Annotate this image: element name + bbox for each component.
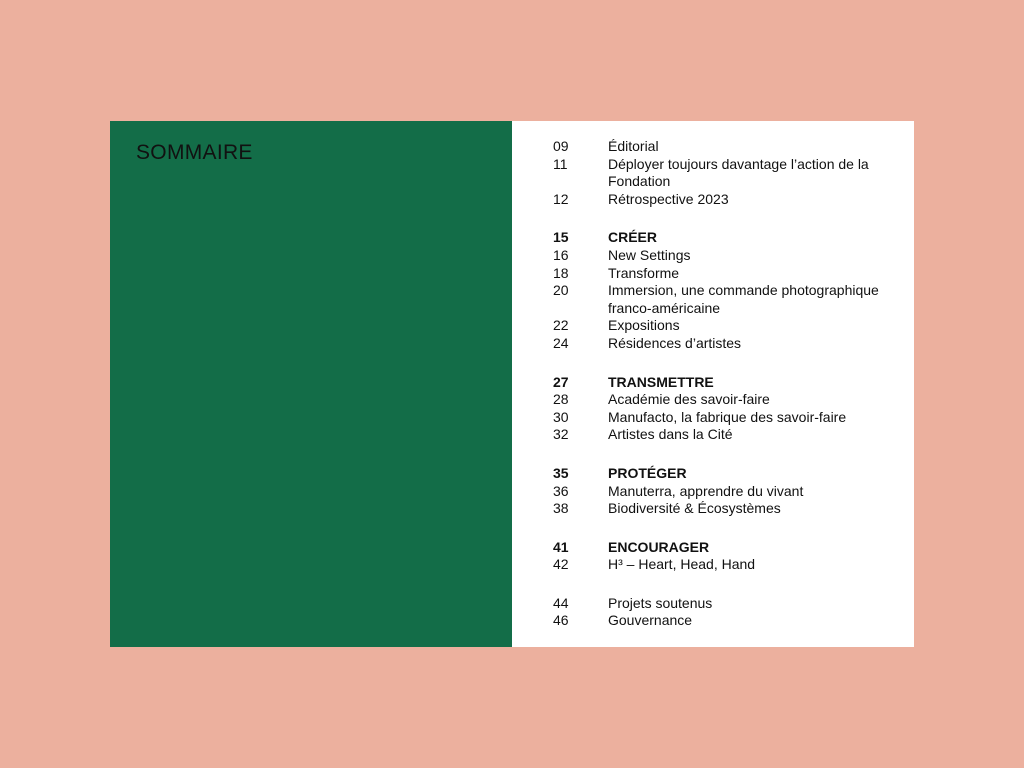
toc-page-number: 36	[553, 482, 569, 499]
toc-page-number: 44	[553, 594, 569, 611]
document-spread	[110, 121, 914, 647]
toc-page-number: 09	[553, 138, 569, 154]
toc-entry[interactable]	[553, 556, 893, 574]
toc-page-number: 41	[553, 538, 569, 555]
toc-page-number: 18	[553, 264, 569, 281]
toc-entry-title: Expositions	[608, 317, 680, 334]
toc-entry-title: Gouvernance	[608, 612, 693, 629]
toc-entry-title: CRÉER	[608, 229, 658, 246]
toc-section	[553, 138, 893, 208]
toc-page-number: 46	[553, 612, 569, 629]
page-title: SOMMAIRE	[136, 141, 253, 164]
toc-entry[interactable]	[553, 265, 893, 283]
toc-page-number: 35	[553, 464, 569, 481]
toc-entry-title: H³ – Heart, Head, Hand	[608, 556, 756, 573]
toc-entry-title: Immersion, une commande photographique franco-américaine	[608, 282, 879, 316]
table-of-contents	[553, 138, 893, 651]
toc-page-number: 11	[553, 155, 568, 172]
toc-entry[interactable]	[553, 409, 893, 427]
toc-entry[interactable]	[553, 138, 893, 156]
toc-entry-title: Biodiversité & Écosystèmes	[608, 500, 781, 517]
toc-entry[interactable]	[553, 191, 893, 209]
toc-entry-title: Artistes dans la Cité	[608, 426, 733, 443]
toc-page-number: 28	[553, 391, 569, 408]
toc-section	[553, 229, 893, 352]
toc-entry-title: Résidences d’artistes	[608, 334, 742, 351]
toc-entry-title: Académie des savoir-faire	[608, 391, 770, 408]
toc-page-number: 15	[553, 229, 569, 246]
toc-section	[553, 539, 893, 574]
toc-page-number: 16	[553, 246, 569, 263]
toc-section-heading[interactable]	[553, 539, 893, 557]
toc-page-number: 38	[553, 500, 569, 517]
toc-entry[interactable]	[553, 426, 893, 444]
toc-entry-title: New Settings	[608, 246, 691, 263]
right-page	[512, 121, 914, 647]
toc-page-number: 30	[553, 408, 569, 425]
toc-entry[interactable]	[553, 595, 893, 613]
toc-entry-title: Éditorial	[608, 138, 659, 154]
toc-section	[553, 374, 893, 444]
toc-entry-title: PROTÉGER	[608, 464, 687, 481]
toc-entry-title: ENCOURAGER	[608, 538, 710, 555]
toc-page-number: 27	[553, 373, 569, 390]
toc-page-number: 22	[553, 317, 569, 334]
toc-entry-title: Rétrospective 2023	[608, 190, 729, 207]
toc-entry-title: Transforme	[608, 264, 680, 281]
toc-section	[553, 465, 893, 518]
left-page	[110, 121, 512, 647]
toc-section	[553, 595, 893, 630]
toc-entry-title: Manuterra, apprendre du vivant	[608, 482, 804, 499]
toc-section-heading[interactable]	[553, 374, 893, 392]
toc-entry[interactable]	[553, 483, 893, 501]
toc-entry[interactable]	[553, 500, 893, 518]
toc-page-number: 42	[553, 556, 569, 573]
toc-entry-title: Manufacto, la fabrique des savoir-faire	[608, 408, 847, 425]
toc-entry[interactable]	[553, 335, 893, 353]
toc-page-number: 20	[553, 282, 569, 299]
toc-entry-title: Projets soutenus	[608, 594, 713, 611]
toc-page-number: 24	[553, 334, 569, 351]
toc-section-heading[interactable]	[553, 229, 893, 247]
toc-entry[interactable]	[553, 612, 893, 630]
toc-page-number: 12	[553, 190, 569, 207]
toc-entry-title: TRANSMETTRE	[608, 373, 714, 390]
toc-entry[interactable]	[553, 391, 893, 409]
toc-entry[interactable]	[553, 247, 893, 265]
toc-entry-title: Déployer toujours davantage l’action de la Fondation	[608, 155, 869, 190]
toc-entry[interactable]	[553, 282, 893, 317]
toc-page-number: 32	[553, 426, 569, 443]
toc-entry[interactable]	[553, 317, 893, 335]
toc-entry[interactable]	[553, 156, 893, 191]
toc-section-heading[interactable]	[553, 465, 893, 483]
